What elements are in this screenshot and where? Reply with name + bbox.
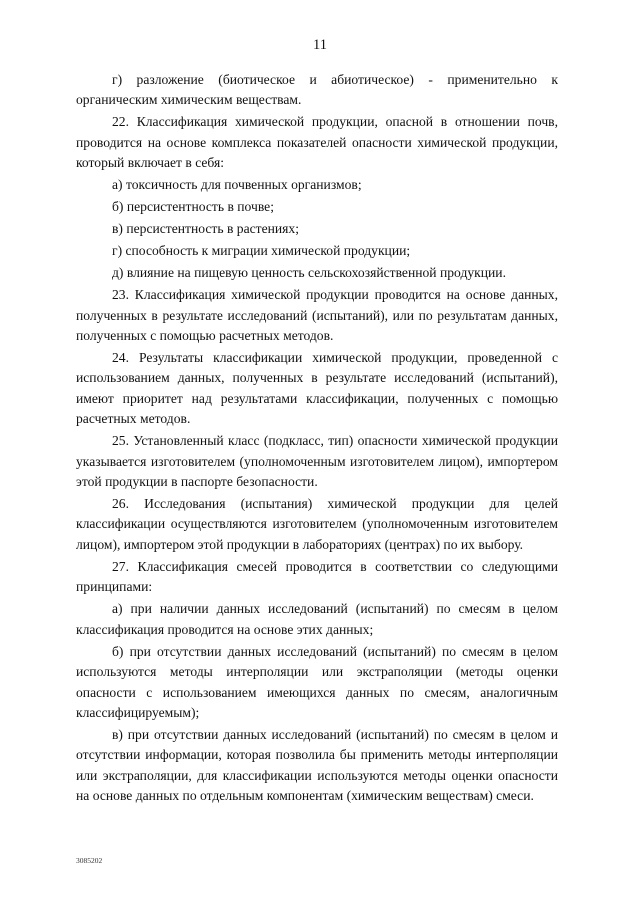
principle-a: а) при наличии данных исследований (испытаний) по смесям в целом классификация проводится на основе этих данных; — [76, 601, 558, 637]
paragraph-26: 26. Исследования (испытания) химической продукции для целей классификации осуществляются изготовителем (уполномоченным изготовителем лицом), импортером этой продукции в лабораториях (центрах) по их выбору. — [76, 496, 558, 552]
list-item-a-soil-toxicity: а) токсичность для почвенных организмов; — [112, 177, 362, 193]
list-item-b-soil-persistence: б) персистентность в почве; — [112, 199, 274, 215]
list-item-d-nutritional-value: д) влияние на пищевую ценность сельскохозяйственной продукции. — [112, 265, 506, 281]
paragraph-24: 24. Результаты классификации химической продукции, проведенной с использованием данных, полученных в результате исследований (испытаний), имеют приоритет над результатами классификации, полученных с помощью расчетных методов. — [76, 350, 558, 427]
principle-b: б) при отсутствии данных исследований (испытаний) по смесям в целом используются методы интерполяции или экстраполяции (методы оценки опасности с использованием имеющихся данных по смесям, аналогичным классифицируемым); — [76, 643, 558, 720]
paragraph-22: 22. Классификация химической продукции, опасной в отношении почв, проводится на основе комплекса показателей опасности химической продукции, который включает в себя: — [76, 114, 558, 171]
list-item-g-migration: г) способность к миграции химической продукции; — [112, 243, 411, 259]
page-number: 11 — [313, 37, 327, 53]
paragraph-decomposition: г) разложение (биотическое и абиотическое) - применительно к органическим химическим веществам. — [76, 72, 558, 108]
document-code: 3085202 — [76, 856, 103, 865]
document-body — [76, 70, 558, 808]
paragraph-25: 25. Установленный класс (подкласс, тип) опасности химической продукции указывается изготовителем (уполномоченным изготовителем лицом), импортером этой продукции в паспорте безопасности. — [76, 433, 558, 490]
list-item-v-plant-persistence: в) персистентность в растениях; — [112, 221, 299, 237]
paragraph-23: 23. Классификация химической продукции проводится на основе данных, полученных в результате исследований (испытаний), или по результатам данных, полученных с помощью расчетных методов. — [76, 287, 558, 344]
principle-v: в) при отсутствии данных исследований (испытаний) по смесям в целом и отсутствии информации, которая позволила бы применить методы интерполяции или экстраполяции, для классификации используются методы оценки опасности на основе данных по отдельным компонентам (химическим веществам) смеси. — [76, 726, 558, 804]
paragraph-27: 27. Классификация смесей проводится в соответствии со следующими принципами: — [76, 558, 558, 595]
